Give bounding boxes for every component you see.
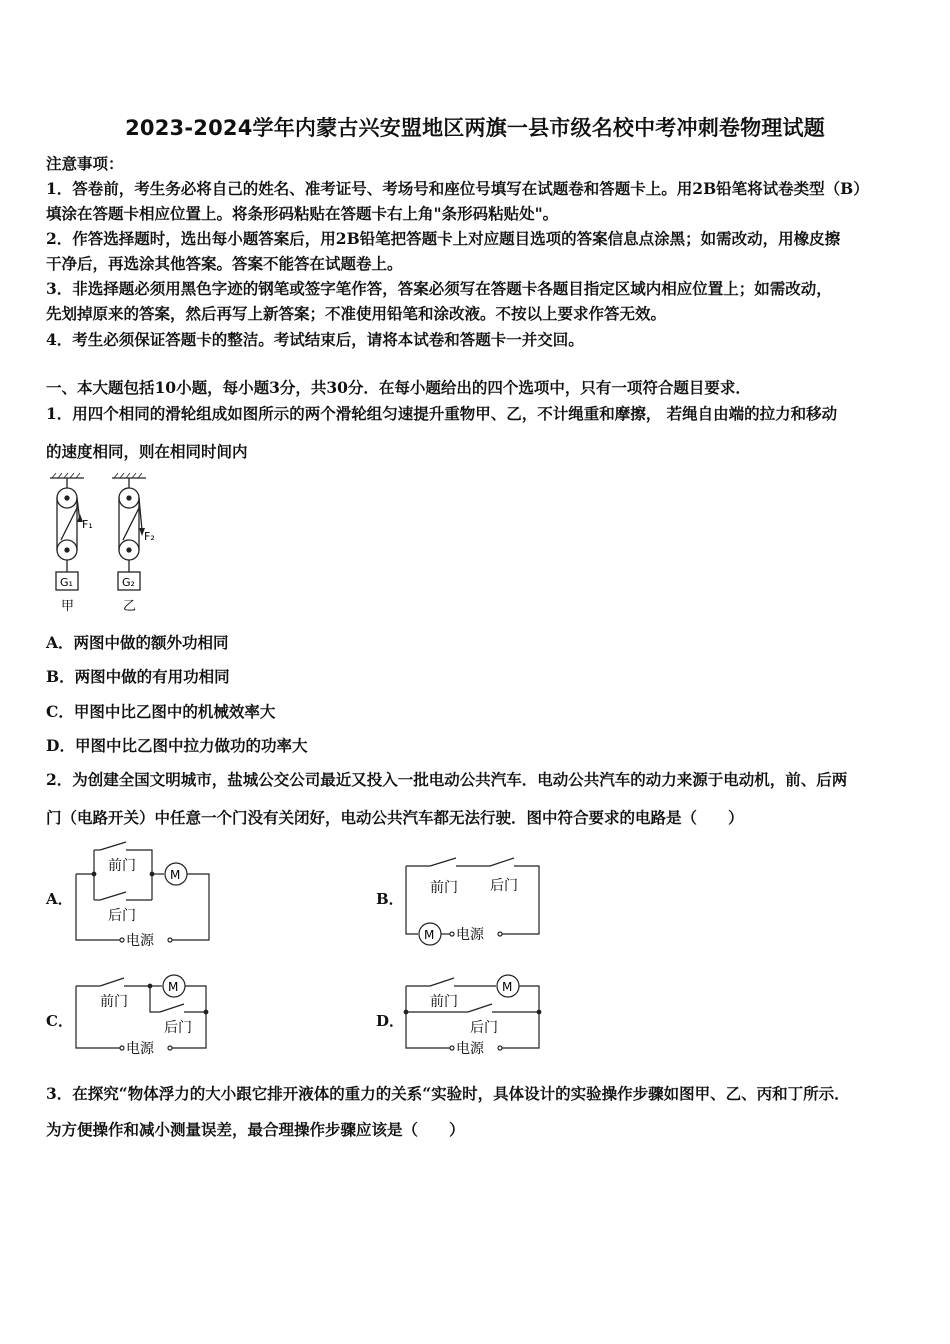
q1-option-b[interactable]: B．两图中做的有用功相同 bbox=[46, 667, 230, 686]
switch-label: 后门 bbox=[108, 908, 136, 924]
switch-label: 后门 bbox=[490, 878, 518, 894]
notice-heading: 注意事项： bbox=[46, 154, 124, 173]
q2-stem: 门（电路开关）中任意一个门没有关闭好，电动公共汽车都无法行驶．图中符合要求的电路是（ ） bbox=[46, 808, 744, 827]
notice-line: 1．答卷前，考生务必将自己的姓名、准考证号、考场号和座位号填写在试题卷和答题卡上。用2B铅笔将试卷类型（B） bbox=[46, 179, 869, 198]
q1-option-d[interactable]: D．甲图中比乙图中拉力做功的功率大 bbox=[46, 736, 308, 755]
notice-line: 4．考生必须保证答题卡的整洁。考试结束后，请将本试卷和答题卡一并交回。 bbox=[46, 330, 584, 349]
switch-label: 前门 bbox=[100, 994, 128, 1010]
pulley-figure bbox=[40, 470, 170, 618]
q3-stem: 3．在探究“物体浮力的大小跟它排开液体的重力的关系“实验时，具体设计的实验操作步骤如图甲、乙、丙和丁所示． bbox=[46, 1084, 850, 1103]
q1-option-a[interactable]: A．两图中做的额外功相同 bbox=[46, 633, 229, 652]
switch-label: 前门 bbox=[430, 994, 458, 1010]
notice-line: 填涂在答题卡相应位置上。将条形码粘贴在答题卡右上角"条形码粘贴处"。 bbox=[46, 204, 559, 223]
circuit-d-label[interactable]: D． bbox=[376, 1012, 405, 1030]
force-label: F₂ bbox=[144, 530, 155, 543]
force-label: F₁ bbox=[82, 518, 93, 531]
weight-label: G₁ bbox=[60, 576, 73, 589]
motor-label: M bbox=[170, 868, 181, 882]
notice-line: 先划掉原来的答案，然后再写上新答案；不准使用铅笔和涂改液。不按以上要求作答无效。 bbox=[46, 304, 667, 323]
circuit-d[interactable] bbox=[402, 968, 547, 1063]
motor-label: M bbox=[168, 980, 179, 994]
switch-label: 前门 bbox=[108, 858, 136, 874]
notice-line: 3．非选择题必须用黑色字迹的钢笔或签字笔作答，答案必须写在答题卡各题目指定区域内相应位置上；如需改动， bbox=[46, 279, 832, 298]
figure-caption: 甲 bbox=[61, 599, 75, 614]
circuit-a-label[interactable]: A． bbox=[46, 890, 73, 908]
circuit-a[interactable] bbox=[72, 840, 217, 950]
power-label: 电源 bbox=[456, 1041, 484, 1057]
switch-label: 后门 bbox=[470, 1020, 498, 1036]
notice-line: 干净后，再选涂其他答案。答案不能答在试题卷上。 bbox=[46, 254, 403, 273]
power-label: 电源 bbox=[126, 1041, 154, 1057]
figure-caption: 乙 bbox=[123, 599, 137, 614]
motor-label: M bbox=[424, 928, 435, 942]
notice-line: 2．作答选择题时，选出每小题答案后，用2B铅笔把答题卡上对应题目选项的答案信息点涂黑；如需改动，用橡皮擦 bbox=[46, 229, 841, 248]
page-title: 2023-2024学年内蒙古兴安盟地区两旗一县市级名校中考冲刺卷物理试题 bbox=[125, 116, 825, 140]
circuit-b-label[interactable]: B． bbox=[376, 890, 404, 908]
power-label: 电源 bbox=[456, 927, 484, 943]
switch-label: 后门 bbox=[164, 1020, 192, 1036]
q1-stem: 的速度相同，则在相同时间内 bbox=[46, 442, 248, 461]
weight-label: G₂ bbox=[122, 576, 135, 589]
circuit-b[interactable] bbox=[402, 852, 547, 952]
q1-stem: 1．用四个相同的滑轮组成如图所示的两个滑轮组匀速提升重物甲、乙，不计绳重和摩擦， 若绳自由端的拉力和移动 bbox=[46, 404, 838, 423]
switch-label: 前门 bbox=[430, 880, 458, 896]
power-label: 电源 bbox=[126, 933, 154, 949]
section-heading: 一、本大题包括10小题，每小题3分，共30分．在每小题给出的四个选项中，只有一项符合题目要求． bbox=[46, 378, 751, 397]
circuit-c-label[interactable]: C． bbox=[46, 1012, 73, 1030]
q2-stem: 2．为创建全国文明城市，盐城公交公司最近又投入一批电动公共汽车．电动公共汽车的动力来源于电动机，前、后两 bbox=[46, 770, 848, 789]
motor-label: M bbox=[502, 980, 513, 994]
q3-stem: 为方便操作和减小测量误差，最合理操作步骤应该是（ ） bbox=[46, 1120, 465, 1139]
circuit-c[interactable] bbox=[72, 968, 217, 1063]
q1-option-c[interactable]: C．甲图中比乙图中的机械效率大 bbox=[46, 702, 276, 721]
